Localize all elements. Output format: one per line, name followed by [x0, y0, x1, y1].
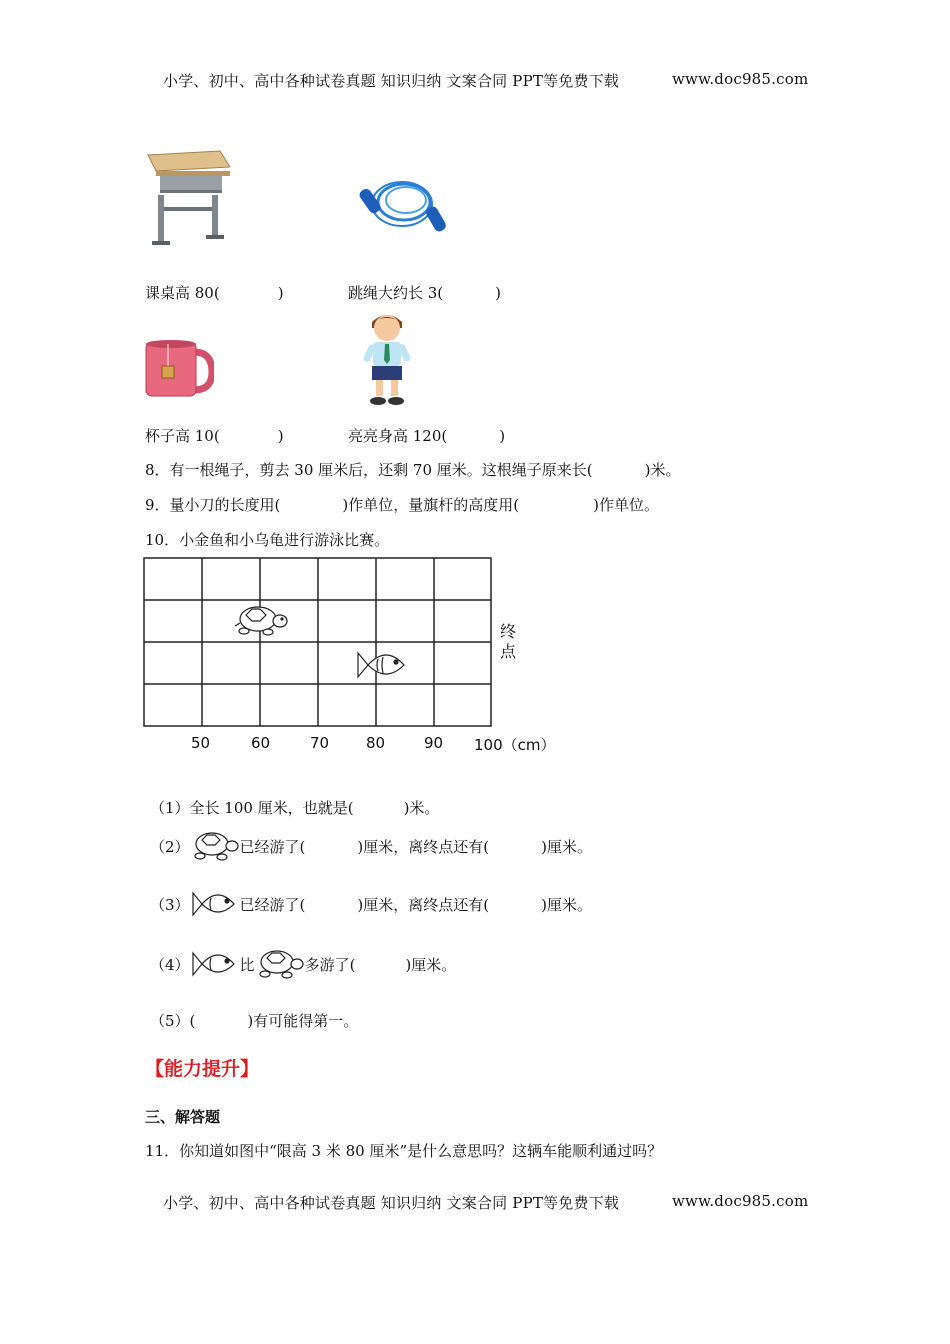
fish-icon [358, 653, 404, 677]
section-3-title: 三、解答题 [145, 1108, 221, 1126]
axis-label-60: 60 [251, 734, 271, 752]
question-9: 9．量小刀的长度用( )作单位，量旗杆的高度用( )作单位。 [145, 496, 659, 514]
jump-rope-image [356, 152, 454, 237]
q10-sub5: （5）( )有可能得第一。 [150, 1012, 359, 1030]
question-10-title: 10．小金鱼和小乌龟进行游泳比赛。 [145, 531, 390, 549]
fish-icon [190, 946, 240, 982]
axis-label-80: 80 [366, 734, 386, 752]
desk-question: 课桌高 80( ) [145, 284, 284, 302]
footer-url: www.doc985.com [672, 1192, 809, 1210]
cup-question: 杯子高 10( ) [145, 427, 284, 445]
q10-sub2: （2） 已经游了( )厘米，离终点还有( )厘米。 [150, 826, 592, 866]
axis-label-100: 100（cm） [474, 736, 556, 754]
axis-label-90: 90 [424, 734, 444, 752]
fish-icon [190, 886, 240, 922]
desk-image [142, 145, 230, 247]
finish-label-text: 终点 [500, 622, 517, 661]
boy-image [352, 308, 422, 408]
footer-text: 小学、初中、高中各种试卷真题 知识归纳 文案合同 PPT等免费下载 [163, 1194, 620, 1212]
turtle-icon [255, 946, 305, 982]
axis-label-50: 50 [191, 734, 211, 752]
axis-label-70: 70 [310, 734, 330, 752]
q10-sub4: （4） 比 多游了( )厘米。 [150, 944, 456, 984]
q10-sub1: （1）全长 100 厘米，也就是( )米。 [150, 799, 440, 817]
cup-image [142, 336, 214, 398]
header-url: www.doc985.com [672, 70, 809, 88]
turtle-icon [190, 828, 240, 864]
rope-question: 跳绳大约长 3( ) [348, 284, 502, 302]
turtle-icon [235, 607, 287, 635]
section-ability-title: 【能力提升】 [145, 1058, 260, 1080]
boy-question: 亮亮身高 120( ) [348, 427, 506, 445]
question-11: 11．你知道如图中“限高 3 米 80 厘米”是什么意思吗？这辆车能顺利通过吗？ [145, 1142, 663, 1160]
question-8: 8．有一根绳子，剪去 30 厘米后，还剩 70 厘米。这根绳子原来长( )米。 [145, 461, 681, 479]
race-grid [140, 555, 560, 760]
header-text: 小学、初中、高中各种试卷真题 知识归纳 文案合同 PPT等免费下载 [163, 72, 620, 90]
q10-sub3: （3） 已经游了( )厘米，离终点还有( )厘米。 [150, 884, 592, 924]
